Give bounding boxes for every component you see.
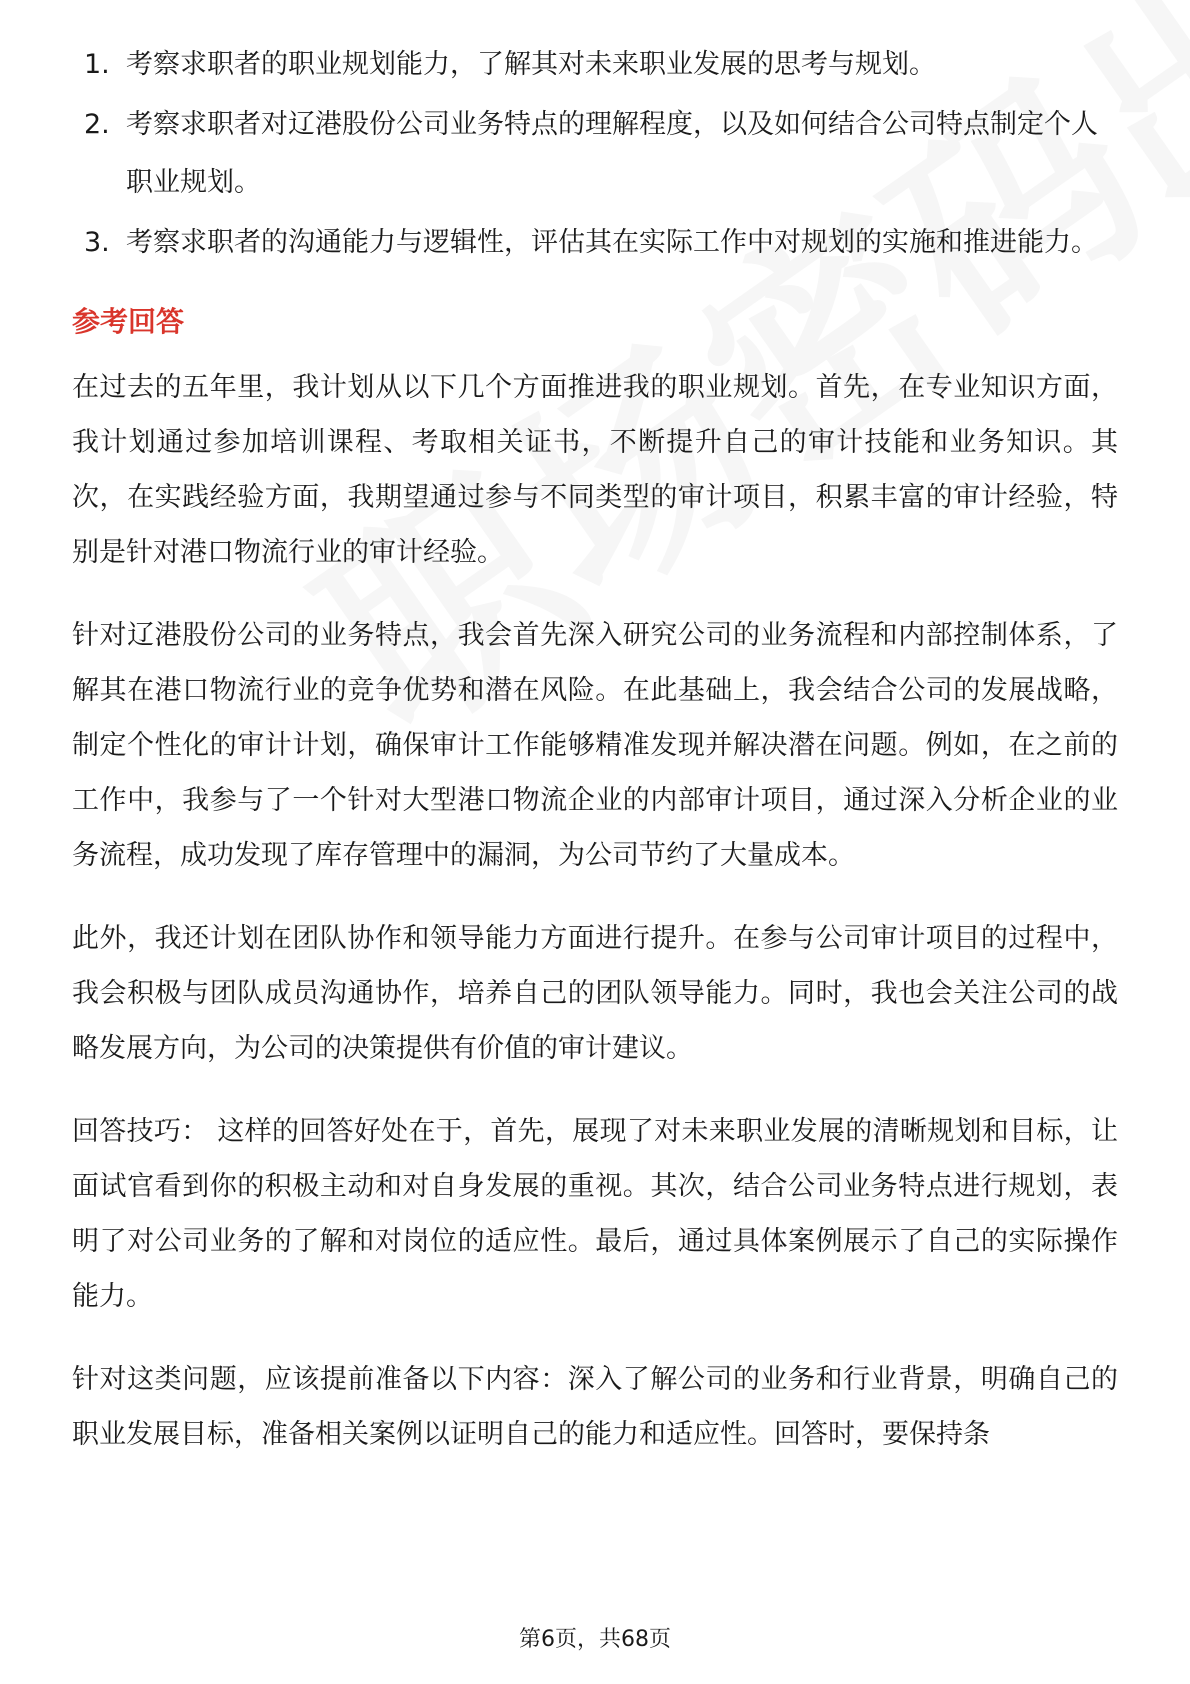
paragraph: 针对这类问题，应该提前准备以下内容：深入了解公司的业务和行业背景，明确自己的职业发展目标，准备相关案例以证明自己的能力和适应性。回答时，要保持条 <box>72 1364 1118 1450</box>
page-footer: 第6页，共68页 <box>519 1627 671 1652</box>
paragraph: 针对辽港股份公司的业务特点，我会首先深入研究公司的业务流程和内部控制体系，了解其在港口物流行业的竞争优势和潜在风险。在此基础上，我会结合公司的发展战略，制定个性化的审计计划，确保审计工作能够精准发现并解决潜在问题。例如，在之前的工作中，我参与了一个针对大型港口物流企业的内部审计项目，通过深入分析企业的业务流程，成功发现了库存管理中的漏洞，为公司节约了大量成本。 <box>72 620 1118 871</box>
list-item-text: 考察求职者的沟通能力与逻辑性，评估其在实际工作中对规划的实施和推进能力。 <box>126 227 1098 258</box>
requirement-list <box>72 36 1118 272</box>
list-item-number: 3. <box>84 227 110 258</box>
section-title: 参考回答 <box>72 305 185 338</box>
document-body <box>72 36 1118 1490</box>
paragraph: 回答技巧： 这样的回答好处在于，首先，展现了对未来职业发展的清晰规划和目标，让面试官看到你的积极主动和对自身发展的重视。其次，结合公司业务特点进行规划，表明了对公司业务的了解和对岗位的适应性。最后，通过具体案例展示了自己的实际操作能力。 <box>72 1116 1118 1312</box>
paragraph: 在过去的五年里，我计划从以下几个方面推进我的职业规划。首先，在专业知识方面，我计划通过参加培训课程、考取相关证书，不断提升自己的审计技能和业务知识。其次，在实践经验方面，我期望通过参与不同类型的审计项目，积累丰富的审计经验，特别是针对港口物流行业的审计经验。 <box>72 372 1118 568</box>
list-item-number: 2. <box>84 109 110 140</box>
list-item <box>72 214 1118 272</box>
paragraph: 此外，我还计划在团队协作和领导能力方面进行提升。在参与公司审计项目的过程中，我会积极与团队成员沟通协作，培养自己的团队领导能力。同时，我也会关注公司的战略发展方向，为公司的决策提供有价值的审计建议。 <box>72 923 1118 1064</box>
list-item-text: 考察求职者对辽港股份公司业务特点的理解程度，以及如何结合公司特点制定个人职业规划。 <box>126 109 1098 198</box>
list-item <box>72 96 1118 212</box>
list-item <box>72 36 1118 94</box>
list-item-number: 1. <box>84 49 110 80</box>
list-item-text: 考察求职者的职业规划能力，了解其对未来职业发展的思考与规划。 <box>126 49 936 80</box>
